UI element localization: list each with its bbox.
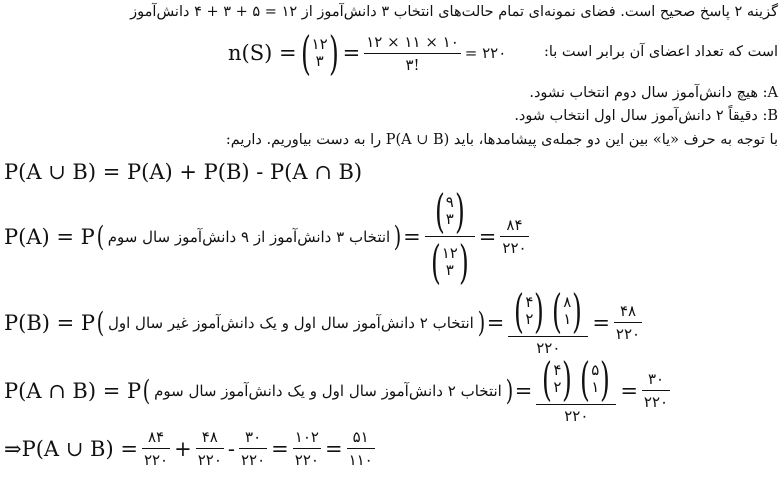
pb-lhs: P(B) = P [4,310,96,335]
pab-formula: P(A ∩ B) = P ( انتخاب ۲ دانش‌آموز سال اول و یک دانش‌آموز سال سوم ) = ( ۴ ۲ ) ( ۵ ۱ ) ۲۲۰ = $\frac{۳۰}{۲۲۰}$ [4,352,669,425]
event-a-text: هیچ دانش‌آموز سال دوم انتخاب نشود. [529,85,759,101]
binom-bottom: ۳ [315,52,324,70]
pa-result: $\frac{۸۴}{۲۲۰}$ [502,216,527,257]
event-b-label: B: [762,108,778,124]
pab-lhs: P(A ∩ B) = P [4,378,142,403]
union-instruction: با توجه به حرف «یا» بین این دو جمله‌ی پیشامدها، باید P(A ∪ B) را به دست بیاوریم. داریم: [225,132,778,148]
sample-space-sentence: است که تعداد اعضای آن برابر است با: [543,44,778,60]
nS-fraction [364,33,461,74]
solution-intro-line: گزینه ۲ پاسخ صحیح است. فضای نمونه‌ای تمام حالت‌های انتخاب ۳ دانش‌آموز از ۱۲ = ۵ + ۳ + ۴ دانش‌آموز [130,4,778,20]
sample-space-formula: n(S) = ( ۱۲ ۳ ) = $\frac{۱۲ \times ۱۱ \times ۱۰}{۳!}$ = ۲۲۰ [228,26,507,80]
final-lhs: ⇒P(A ∪ B) = [4,436,138,461]
pa-description: انتخاب ۳ دانش‌آموز از ۹ دانش‌آموز سال سوم [107,227,391,246]
event-a-label: A: [762,85,778,101]
fraction-denominator: ۳! [405,55,420,74]
pb-description: انتخاب ۲ دانش‌آموز سال اول و یک دانش‌آموز غیر سال اول [107,313,474,332]
pb-result: $\frac{۴۸}{۲۲۰}$ [615,302,641,343]
binom-top: ۱۲ [311,35,328,53]
binom-12-3: ( ۱۲ ۳ ) [300,26,339,80]
pab-description: انتخاب ۲ دانش‌آموز سال اول و یک دانش‌آموز سال سوم [154,381,502,400]
pb-binom-fraction: ( ۴ ۲ ) ( ۸ ۱ ) ۲۲۰ [508,288,588,357]
pb-formula: P(B) = P ( انتخاب ۲ دانش‌آموز سال اول و یک دانش‌آموز غیر سال اول ) = ( ۴ ۲ ) ( ۸ ۱ ) ۲۲۰ = $\frac{۴۸}{۲۲۰}$ [4,284,641,357]
event-b-definition [514,108,778,124]
final-result: ⇒P(A ∪ B) = $\frac{۸۴}{۲۲۰}$ + $\frac{۴۸}{۲۲۰}$ - $\frac{۳۰}{۲۲۰}$ = $\frac{۱۰۲}{۲۲۰}$ = $\frac{۵۱}{۱۱۰}$ [4,428,373,469]
nS-lhs: n(S) = [228,41,297,65]
pab-result: $\frac{۳۰}{۲۲۰}$ [643,370,669,411]
pa-binom-fraction: ( ۹ ۳ ) ( ۱۲ ۳ ) [425,188,475,285]
nS-result: = ۲۲۰ [464,44,507,62]
event-b-text: دقیقاً ۲ دانش‌آموز سال اول انتخاب شود. [514,108,758,124]
pa-formula: P(A) = P ( انتخاب ۳ دانش‌آموز از ۹ دانش‌آموز سال سوم ) = ( ۹ ۳ ) ( ۱۲ ۳ ) = $\frac{۸۴}{۲۲۰}$ [4,184,527,289]
pab-binom-fraction: ( ۴ ۲ ) ( ۵ ۱ ) ۲۲۰ [536,356,616,425]
pa-lhs: P(A) = P [4,224,95,249]
event-a-definition [529,85,778,101]
union-formula: P(A ∪ B) = P(A) + P(B) - P(A ∩ B) [4,160,363,184]
fraction-numerator: ۱۲ × ۱۱ × ۱۰ [366,32,459,51]
